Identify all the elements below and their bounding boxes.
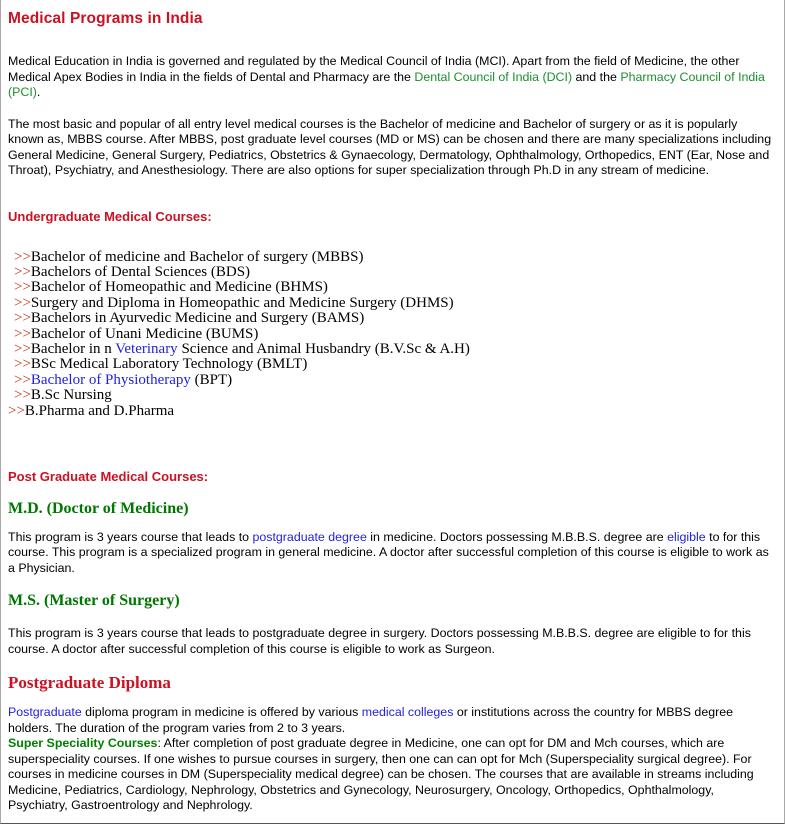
spacer <box>8 224 776 250</box>
heading-ms-master-of-surgery: M.S. (Master of Surgery) <box>8 592 180 610</box>
undergraduate-course-list <box>8 250 776 419</box>
list-item <box>8 265 776 280</box>
list-item-text: Bachelor of Homeopathic and Medicine (BHMS) <box>30 279 328 296</box>
list-item-text: Bachelors of Dental Sciences (BDS) <box>30 263 251 280</box>
list-item-link[interactable]: Veterinary <box>115 340 178 357</box>
spacer <box>8 576 776 592</box>
list-marker-icon: >> <box>14 387 31 404</box>
list-marker-icon: >> <box>14 371 31 388</box>
intro-paragraph-1 <box>8 54 776 101</box>
link-postgraduate-degree[interactable]: postgraduate degree <box>252 529 367 544</box>
super-speciality-text: : After completion of post graduate degree in Medicine, one can opt for DM and Mch courses, which are superspeciality courses. If one wishes to pursue courses in surgery, then one can can opt for Mch (Superspeciality surgical degree). For courses in medicine courses in DM (Superspeciality medical degree) can be chosen. The courses that are available in streams including Medicine, Pediatrics, Cardiology, Nephrology, Obstetrics and Gynecology, Neurosurgery, Oncology, Orthopedics, Ophthalmology, Psychiatry, Gastroentrology and Nephrology. <box>8 736 754 813</box>
link-medical-colleges[interactable]: medical colleges <box>361 705 454 720</box>
intro-paragraph-2: The most basic and popular of all entry level medical courses is the Bachelor of medicine and Bachelor of surgery or as it is popularly known as, MBBS course. After MBBS, post graduate level courses (MD or MS) can be chosen and there are many specializations including General Medicine, General Surgery, Pediatrics, Obstetrics & Gynaecology, Dermatology, Ophthalmology, Orthopedics, ENT (Ear, Nose and Throat), Psychiatry, and Anesthesiology. There are also options for super specialization through Ph.D in any stream of medicine. <box>8 116 772 177</box>
spacer <box>8 101 776 117</box>
list-item-text: B.Sc Nursing <box>30 387 112 404</box>
list-item-text: Bachelor of medicine and Bachelor of surgery (MBBS) <box>30 248 364 265</box>
super-speciality-paragraph <box>8 736 776 814</box>
list-item <box>8 373 776 388</box>
heading-postgraduate-diploma: Postgraduate Diploma <box>8 673 171 693</box>
spacer <box>8 449 776 469</box>
list-item-text: BSc Medical Laboratory Technology (BMLT) <box>30 356 308 373</box>
list-item-text: Science and Animal Husbandry (B.V.Sc & A.H) <box>177 340 470 357</box>
spacer <box>8 693 776 705</box>
list-item-text: Bachelor in n <box>30 340 116 357</box>
list-marker-icon: >> <box>14 248 31 265</box>
diploma-text-b: or institutions across the country for MBBS degree holders. The duration of the program varies from 2 to 3 years. <box>8 705 734 735</box>
link-dental-council-of-india[interactable]: Dental Council of India (DCI) <box>414 69 573 84</box>
list-marker-icon: >> <box>14 340 31 357</box>
md-paragraph <box>8 530 776 577</box>
list-item <box>8 327 776 342</box>
list-marker-icon: >> <box>14 294 31 311</box>
list-item <box>8 311 776 326</box>
link-eligible[interactable]: eligible <box>667 529 706 544</box>
list-item <box>8 296 776 311</box>
list-marker-icon: >> <box>14 279 31 296</box>
diploma-paragraph <box>8 705 776 736</box>
intro-p1-text-c: . <box>36 85 41 99</box>
list-item-text: Bachelor of Unani Medicine (BUMS) <box>30 325 259 342</box>
spacer <box>8 657 776 673</box>
list-marker-icon: >> <box>14 325 31 342</box>
list-item-text: B.Pharma and D.Pharma <box>24 402 175 419</box>
link-pharmacy-council-of-india[interactable]: Pharmacy Council of India (PCI) <box>8 69 765 99</box>
list-marker-icon: >> <box>14 310 31 327</box>
list-marker-icon: >> <box>14 356 31 373</box>
heading-md-doctor-of-medicine: M.D. (Doctor of Medicine) <box>8 499 189 517</box>
md-text-a: This program is 3 years course that leads to <box>8 529 253 544</box>
spacer <box>8 28 776 54</box>
list-item <box>8 342 776 357</box>
md-text-b: in medicine. Doctors possessing M.B.B.S. degree are <box>366 529 668 544</box>
ms-paragraph: This program is 3 years course that leads to postgraduate degree in surgery. Doctors possessing M.B.B.S. degree are eligible to for this course. A doctor after successful completion of this course is eligible to work as Surgeon. <box>8 626 751 656</box>
list-item-text: (BPT) <box>190 371 233 388</box>
list-item-text: Bachelors in Ayurvedic Medicine and Surgery (BAMS) <box>30 310 365 327</box>
list-item-text: Surgery and Diploma in Homeopathic and Medicine Surgery (DHMS) <box>30 294 454 311</box>
list-item <box>8 250 776 265</box>
heading-postgraduate-courses: Post Graduate Medical Courses: <box>8 468 209 484</box>
list-marker-icon: >> <box>8 402 25 419</box>
heading-undergraduate-courses: Undergraduate Medical Courses: <box>8 208 212 224</box>
spacer <box>8 484 776 500</box>
spacer <box>8 179 776 209</box>
intro-p1-text-a: Medical Education in India is governed and regulated by the Medical Council of India (MCI). Apart from the field of Medicine, the other Medical Apex Bodies in India in the fields of Dental and Pharmacy are the <box>8 54 740 84</box>
spacer <box>8 610 776 626</box>
label-super-speciality-courses: Super Speciality Courses <box>8 736 158 751</box>
diploma-text-a: diploma program in medicine is offered by various <box>81 705 362 720</box>
page-title: Medical Programs in India <box>8 10 203 27</box>
list-item <box>8 357 776 372</box>
list-marker-icon: >> <box>14 263 31 280</box>
link-postgraduate[interactable]: Postgraduate <box>8 705 82 720</box>
list-item <box>8 404 776 419</box>
list-item <box>8 388 776 403</box>
list-item-link[interactable]: Bachelor of Physiotherapy <box>30 371 191 388</box>
md-text-c: to for this course. This program is a specialized program in general medicine. A doctor after successful completion of this course is eligible to work as a Physician. <box>8 529 769 575</box>
intro-p1-text-b: and the <box>572 69 621 84</box>
spacer <box>8 419 776 449</box>
spacer <box>8 518 776 530</box>
list-item <box>8 280 776 295</box>
